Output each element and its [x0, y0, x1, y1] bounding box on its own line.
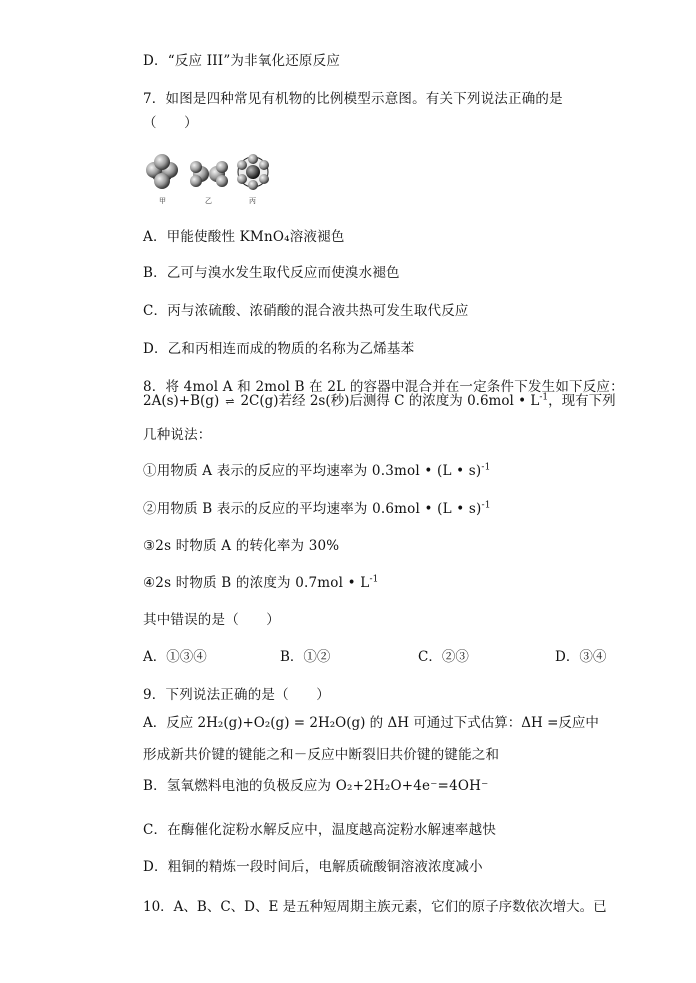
q9-option-a-line1: A．反应 2H₂(g)+O₂(g) = 2H₂O(g) 的 ΔH 可通过下式估算：ΔH =反应中 — [143, 715, 599, 731]
label-jia: 甲 — [159, 197, 166, 205]
q8-equation-tail: ，现有下列 — [548, 393, 616, 409]
q8-statement-4 — [143, 574, 379, 592]
methane-model — [146, 154, 178, 189]
q7-stem: 7．如图是四种常见有机物的比例模型示意图。有关下列说法正确的是 — [143, 91, 563, 107]
q7-option-d: D．乙和丙相连而成的物质的名称为乙烯基苯 — [143, 341, 415, 357]
molecule-models-figure — [140, 150, 280, 210]
q7-option-b: B．乙可与溴水发生取代反应而使溴水褪色 — [143, 265, 400, 281]
q8-statement-1-text: ①用物质 A 表示的反应的平均速率为 0.3mol • (L • s) — [143, 463, 482, 479]
q8-statement-2 — [143, 500, 491, 518]
benzene-model — [237, 154, 269, 190]
q8-statement-4-sup: -1 — [369, 574, 379, 585]
q8-statement-1-sup: -1 — [481, 462, 491, 473]
q8-statement-4-text: ④2s 时物质 B 的浓度为 0.7mol • L — [143, 575, 370, 591]
q9-option-b: B．氢氧燃料电池的负极反应为 O₂+2H₂O+4e⁻=4OH⁻ — [143, 778, 489, 794]
q7-answer-paren: （ ） — [143, 115, 198, 131]
q8-statement-2-text: ②用物质 B 表示的反应的平均速率为 0.6mol • (L • s) — [143, 501, 482, 517]
q8-stem: 8．将 4mol A 和 2mol B 在 2L 的容器中混合并在一定条件下发生如下反应： — [143, 379, 624, 395]
q9-stem: 9．下列说法正确的是（ ） — [143, 687, 330, 703]
q8-equation-left: 2A(s)+B(g) — [143, 393, 220, 409]
label-bing: 丙 — [249, 197, 256, 205]
q8-option-b: B．①② — [280, 649, 331, 665]
q8-option-c: C．②③ — [418, 649, 469, 665]
q9-option-c: C．在酶催化淀粉水解反应中，温度越高淀粉水解速率越快 — [143, 822, 497, 838]
equilibrium-arrow: ⇌ — [225, 395, 235, 408]
q8-option-a: A．①③④ — [143, 649, 207, 665]
label-yi: 乙 — [205, 197, 212, 205]
q9-option-d: D．粗铜的精炼一段时间后，电解质硫酸铜溶液浓度减小 — [143, 859, 483, 875]
q6-option-d: D．“反应 III”为非氧化还原反应 — [143, 53, 341, 69]
q8-eq-superscript: -1 — [539, 392, 549, 403]
q8-option-d: D．③④ — [555, 649, 607, 665]
q8-equation-right: 2C(g)若经 2s(秒)后测得 C 的浓度为 0.6mol • L — [240, 393, 540, 409]
q8-statement-3: ③2s 时物质 A 的转化率为 30% — [143, 538, 340, 554]
q9-option-a-line2: 形成新共价键的键能之和－反应中断裂旧共价键的键能之和 — [143, 747, 500, 763]
q7-option-c: C．丙与浓硫酸、浓硝酸的混合液共热可发生取代反应 — [143, 303, 469, 319]
q10-stem: 10．A、B、C、D、E 是五种短周期主族元素，它们的原子序数依次增大。已 — [143, 899, 607, 915]
q7-option-a: A．甲能使酸性 KMnO₄溶液褪色 — [143, 229, 345, 245]
q8-several: 几种说法： — [143, 427, 212, 443]
q8-statement-1 — [143, 462, 491, 480]
q8-statement-2-sup: -1 — [481, 500, 491, 511]
ethylene-model — [190, 161, 228, 187]
q8-wrong-prompt: 其中错误的是（ ） — [143, 612, 280, 628]
q8-equation-line — [143, 392, 616, 411]
